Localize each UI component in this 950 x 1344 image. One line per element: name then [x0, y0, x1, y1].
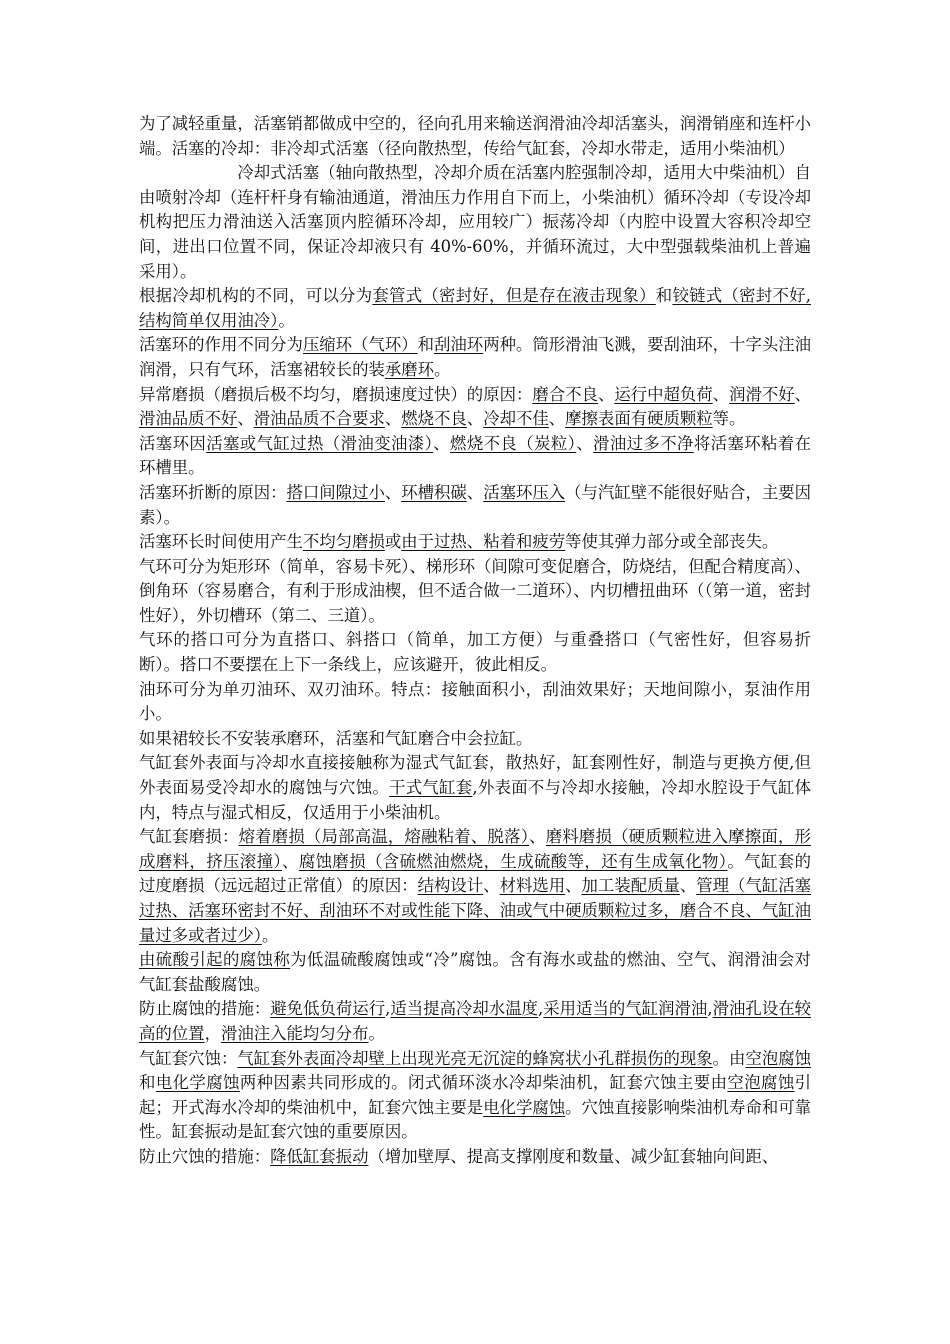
underlined-text: 燃烧不良（炭粒） [450, 433, 577, 453]
text-run: 。 [368, 1023, 385, 1043]
underlined-text: 运行中超负荷 [614, 384, 713, 404]
text-run: , [538, 999, 544, 1019]
text-run: 、 [384, 482, 402, 502]
underlined-text: 电化学腐蚀 [483, 1097, 566, 1117]
text-run: 根据冷却机构的不同，可以分为 [139, 286, 373, 306]
underlined-text: 活塞环压入 [483, 482, 566, 502]
underlined-text: 降低缸套振动 [270, 1146, 369, 1166]
underlined-text: 磨合不良 [532, 384, 598, 404]
paragraph [139, 1145, 811, 1170]
underlined-text: 活塞或气缸过热（滑油变油漆） [206, 433, 434, 453]
text-run: 将活塞环粘着在环槽里。 [139, 433, 812, 478]
underlined-text: 滑油孔设在较高的位置 [139, 999, 812, 1043]
paragraph [139, 383, 811, 432]
underlined-text: 干式气缸套 [389, 778, 473, 798]
text-run: ， [204, 1023, 221, 1043]
text-run: 引起；开式海水冷却的柴油机中，缸套穴蚀主要是 [139, 1073, 812, 1117]
text-run: 、 [794, 384, 812, 404]
text-run: 气缸套磨损： [139, 827, 239, 847]
underlined-text: 滑油品质不合要求 [253, 409, 385, 429]
text-run: 两种。筒形滑油飞溅，要刮油环，十字头注油润滑，只有气环，活塞裙较长的装 [139, 335, 812, 379]
paragraph [139, 284, 811, 333]
paragraph [139, 825, 811, 948]
underlined-text: 压缩环（气环） [302, 335, 418, 355]
underlined-text: 滑油注入能均匀分布 [220, 1023, 369, 1043]
text-run: 、 [679, 876, 697, 896]
text-run: 、 [576, 433, 594, 453]
text-run: 、 [237, 409, 254, 429]
text-run: 、 [565, 876, 582, 896]
text-run: 、 [466, 482, 484, 502]
underlined-text: 环槽积碳 [401, 482, 467, 502]
underlined-text: 管理（气缸活塞过热、活塞环密封不好、刮油环不对或性能下降、油或气中硬质颗粒过多，磨合不良、气缸油量过多或者过少） [139, 876, 812, 945]
underlined-text: 加工装配质量 [581, 876, 680, 896]
text-run: 防止腐蚀的措施： [139, 999, 271, 1019]
text-run: 气缸套外表面与冷却水直接接触称为湿式气缸套，散热好，缸套刚性好，制造与更换方便,但外表面易受冷却水的腐蚀与穴蚀。 [139, 753, 811, 798]
paragraph [139, 997, 811, 1046]
paragraph [139, 948, 811, 997]
text-run: 为了减轻重量，活塞销都做成中空的，径向孔用来输送润滑油冷却活塞头，润滑销座和连杆小端。活塞的冷却：非冷却式活塞（径向散热型，传给气缸套，冷却水带走，适用小柴油机） [139, 114, 812, 158]
underlined-text: 气缸套外表面冷却壁上出现光亮无沉淀的蜂窝状小孔群损伤的现象 [237, 1048, 713, 1068]
underlined-text: 润滑不好 [729, 384, 795, 404]
underlined-text: 滑油品质不好 [139, 409, 238, 429]
text-run: 。 [261, 925, 279, 945]
text-run: 等使其弹力部分或全部丧失。 [565, 532, 779, 552]
text-run: 活塞环因 [139, 433, 207, 453]
text-run: 。由 [712, 1048, 746, 1068]
text-run: 活塞环折断的原因： [139, 482, 287, 502]
text-run: 、 [282, 851, 299, 871]
underlined-text: 熔着磨损（局部高温，熔融粘着、脱落） [238, 827, 530, 847]
underlined-text: 滑油过多不净 [593, 433, 694, 453]
underlined-text: 避免低负荷运行 [270, 999, 386, 1019]
text-run: 或 [384, 532, 402, 552]
text-run: 、 [529, 827, 546, 847]
text-run: 活塞环长时间使用产生 [139, 532, 303, 552]
paragraph [139, 333, 811, 382]
underlined-text: 承磨环 [384, 359, 435, 379]
text-run: 。穴蚀直接影响柴油机寿命和可靠性。缸套振动是缸套穴蚀的重要原因。 [139, 1097, 812, 1142]
underlined-text: 磨料磨损（硬质颗粒进入摩擦面，形成磨料，挤压滚撞） [139, 827, 812, 871]
paragraph [139, 161, 811, 284]
underlined-text: 铰链式（密封不好,结构简单仅用油冷） [139, 286, 812, 330]
text-run: 、 [384, 409, 402, 429]
underlined-text: 适当提高冷却水温度 [390, 999, 539, 1019]
paragraph [139, 628, 811, 677]
text-run: 、 [597, 384, 615, 404]
paragraph [139, 112, 811, 161]
text-run: 异常磨损（磨损后极不均匀，磨损速度过快）的原因： [139, 384, 533, 404]
underlined-text: 不均匀磨损 [302, 532, 385, 552]
text-run: 油环可分为单刃油环、双刃油环。特点：接触面积小，刮油效果好；天地间隙小，泵油作用小。 [139, 679, 811, 724]
underlined-text: 套管式（密封好，但是存在液击现象） [372, 286, 656, 306]
underlined-text: 材料选用 [499, 876, 566, 896]
text-run: , [385, 999, 391, 1019]
text-run: 和 [139, 1073, 156, 1093]
paragraph [139, 1047, 811, 1145]
paragraph [139, 530, 811, 555]
text-run: 、 [483, 876, 500, 896]
text-run: 气环的搭口可分为直搭口、斜搭口（简单，加工方便）与重叠搭口（气密性好，但容易折断）。搭口不要摆在上下一条线上，应该避开，彼此相反。 [139, 630, 811, 675]
document-page [139, 112, 811, 1170]
underlined-text: 刮油环 [434, 335, 484, 355]
text-run: 防止穴蚀的措施： [139, 1146, 271, 1166]
text-run: 、 [466, 409, 484, 429]
paragraph [139, 481, 811, 530]
underlined-text: 搭口间隙过小 [286, 482, 385, 502]
text-run: ,外表面不与冷却水接触，冷却水腔设于气缸体内，特点与湿式相反，仅适用于小柴油机。 [139, 778, 812, 822]
underlined-text: 空泡腐蚀 [745, 1048, 812, 1068]
text-run: 。气缸套的过度磨损（远远超过正常值）的原因： [139, 851, 811, 896]
text-run: 、 [548, 409, 566, 429]
text-run: （增加壁厚、提高支撑刚度和数量、减少缸套轴向间距、 [368, 1146, 779, 1166]
text-run: 。 [278, 310, 295, 330]
text-run: 活塞环的作用不同分为 [139, 335, 303, 355]
underlined-text: 电化学腐蚀 [155, 1073, 240, 1093]
text-run: 等。 [712, 409, 746, 429]
text-run: 气环可分为矩形环（简单，容易卡死）、梯形环（间隙可变促磨合，防烧结，但配合精度高）、倒角环（容易磨合，有利于形成油楔，但不适合做一二道环）、内切槽扭曲环（（第一道，密封性好），外切槽环（第二、三道）。 [139, 556, 812, 625]
underlined-text: 采用适当的气缸润滑油 [543, 999, 708, 1019]
paragraph [139, 727, 811, 752]
text-run: （与汽缸壁不能很好贴合，主要因素）。 [139, 482, 812, 527]
text-run: 。 [434, 359, 451, 379]
underlined-text: 结构设计 [417, 876, 484, 896]
underlined-text: 由于过热、粘着和疲劳 [401, 532, 566, 552]
text-run: , [707, 999, 713, 1019]
text-run: 如果裙较长不安装承磨环，活塞和气缸磨合中会拉缸。 [139, 728, 533, 748]
underlined-text: 空泡腐蚀 [727, 1073, 795, 1093]
underlined-text: 燃烧不良 [401, 409, 467, 429]
text-run: 为低温硫酸腐蚀或“冷”腐蚀。含有海水或盐的燃油、空气、润滑油会对气缸套盐酸腐蚀。 [139, 950, 812, 994]
text-run: 气缸套穴蚀： [139, 1048, 238, 1068]
text-run: 和 [655, 286, 673, 306]
underlined-text: 腐蚀磨损（含硫燃油燃烧，生成硫酸等，还有生成氧化物） [298, 851, 728, 871]
paragraph [139, 555, 811, 629]
text-run: 、 [433, 433, 451, 453]
paragraph [139, 678, 811, 727]
paragraph [139, 432, 811, 481]
text-run: 冷却式活塞（轴向散热型，冷却介质在活塞内腔强制冷却，适用大中柴油机）自由喷射冷却（连杆杆身有输油通道，滑油压力作用自下而上，小柴油机）循环冷却（专设冷却机构把压力滑油送入活塞顶内腔循环冷却，应用较广）振荡冷却（内腔中设置大容积冷却空间，进出口位置不同，保证冷却液只有 40%-60%，并循环流过，大中型强载柴油机上普遍采用）。 [139, 163, 812, 281]
underlined-text: 摩擦表面有硬质颗粒 [565, 409, 713, 429]
underlined-text: 冷却不佳 [483, 409, 549, 429]
paragraph [139, 751, 811, 825]
text-run: 两种因素共同形成的。闭式循环淡水冷却柴油机，缸套穴蚀主要由 [239, 1073, 728, 1093]
underlined-text: 由硫酸引起的腐蚀称 [139, 950, 291, 970]
text-run: 、 [712, 384, 730, 404]
text-run: 和 [417, 335, 435, 355]
